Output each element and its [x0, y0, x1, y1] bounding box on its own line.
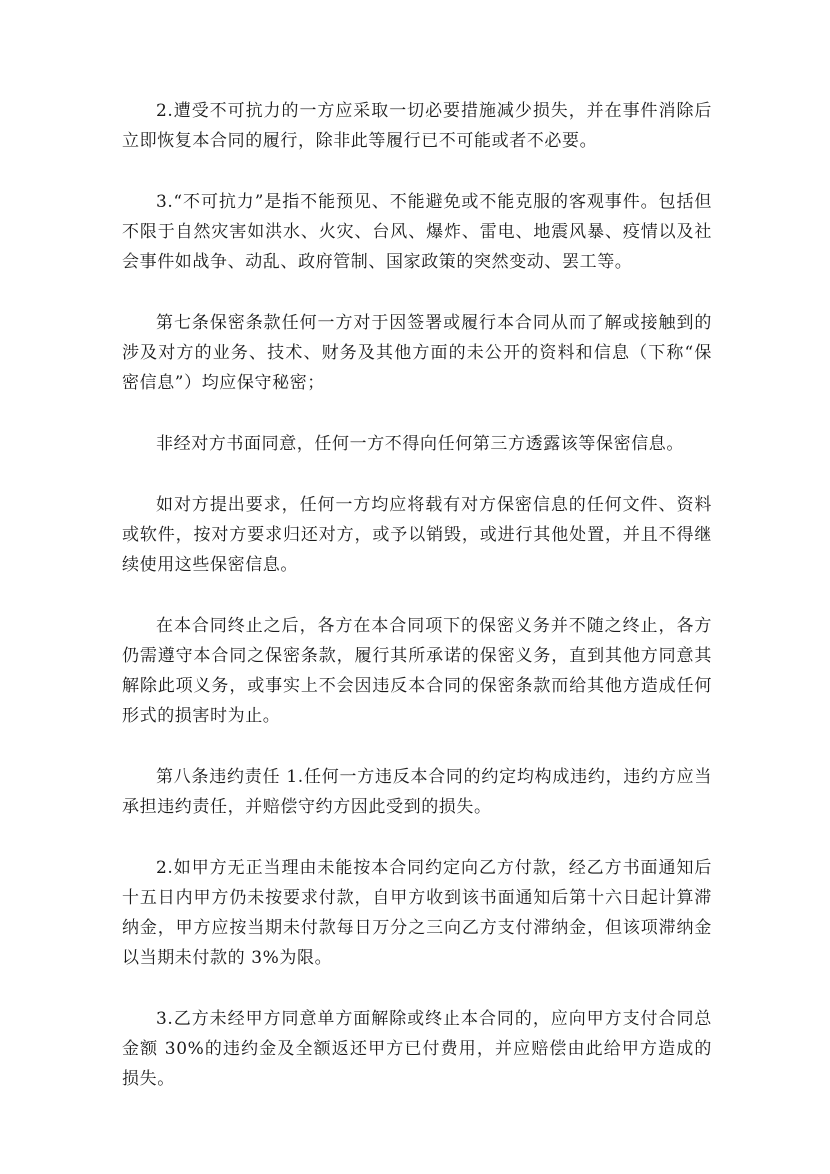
paragraph-article-7-confidentiality: 第七条保密条款任何一方对于因签署或履行本合同从而了解或接触到的涉及对方的业务、技术、财务及其他方面的未公开的资料和信息（下称“保密信息”）均应保守秘密；: [122, 313, 712, 393]
paragraph-no-disclosure: 非经对方书面同意，任何一方不得向任何第三方透露该等保密信息。: [156, 434, 684, 454]
paragraph-late-payment: 2.如甲方无正当理由未能按本合同约定向乙方付款，经乙方书面通知后十五日内甲方仍未按要求付款，自甲方收到该书面通知后第十六日起计算滞纳金，甲方应按当期未付款每日万分之三向乙方支付滞纳金，但该项滞纳金以当期未付款的 3%为限。: [122, 858, 712, 968]
paragraph-force-majeure-2: 2.遭受不可抗力的一方应采取一切必要措施减少损失，并在事件消除后立即恢复本合同的履行，除非此等履行已不可能或者不必要。: [122, 101, 712, 151]
paragraph-force-majeure-3: 3.“不可抗力”是指不能预见、不能避免或不能克服的客观事件。包括但不限于自然灾害如洪水、火灾、台风、爆炸、雷电、地震风暴、疫情以及社会事件如战争、动乱、政府管制、国家政策的突然变动、罢工等。: [122, 192, 712, 272]
paragraph-post-termination: 在本合同终止之后，各方在本合同项下的保密义务并不随之终止，各方仍需遵守本合同之保密条款，履行其所承诺的保密义务，直到其他方同意其解除此项义务，或事实上不会因违反本合同的保密条款而给其他方造成任何形式的损害时为止。: [122, 616, 712, 726]
paragraph-unilateral-termination: 3.乙方未经甲方同意单方面解除或终止本合同的，应向甲方支付合同总金额 30%的违约金及全额返还甲方已付费用，并应赔偿由此给甲方造成的损失。: [122, 1009, 712, 1089]
paragraph-article-8-liability: 第八条违约责任 1.任何一方违反本合同的约定均构成违约，违约方应当承担违约责任，并赔偿守约方因此受到的损失。: [122, 767, 712, 817]
paragraph-return-materials: 如对方提出要求，任何一方均应将载有对方保密信息的任何文件、资料或软件，按对方要求归还对方，或予以销毁，或进行其他处置，并且不得继续使用这些保密信息。: [122, 495, 712, 575]
